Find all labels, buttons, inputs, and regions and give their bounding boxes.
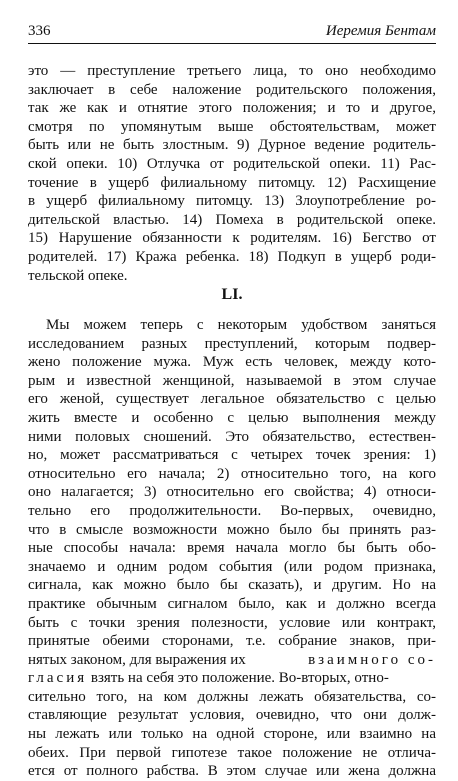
- text-line: ны лежать или только на одной стороне, или взаимно на: [28, 726, 436, 743]
- text-line: его женой, существует легальное обязательство с целью: [28, 391, 436, 408]
- text-line: ставляющие результат условия, очевидно, что они долж-: [28, 707, 436, 724]
- text-line: ской опеки. 10) Отлучка от родительской опеки. 11) Рас-: [28, 155, 436, 172]
- page-number: 336: [28, 23, 51, 39]
- text-line: точение в ущерб филиальному питомцу. 12) Расхищение: [28, 174, 436, 191]
- text-line-spaced: [28, 651, 436, 670]
- text-line: ные способы начала: время начала могло бы быть обо-: [28, 540, 436, 557]
- text-line: значаемо и одним родом события (или родом признака,: [28, 558, 436, 575]
- header-rule: [28, 43, 436, 44]
- text-line: быть с точки зрения полезности, условие или контракт,: [28, 614, 436, 631]
- text-line: ними половых сношений. Это обязательство, естествен-: [28, 428, 436, 445]
- spaced-emphasis: взаимного со-: [308, 651, 436, 668]
- text-line: обеих. При первой гипотезе такое положение не отлича-: [28, 744, 436, 761]
- paragraph-2: [28, 316, 436, 781]
- text-line-spaced: [28, 669, 436, 688]
- line-segment: взять на себя это положение. Во-вторых, отно-: [87, 670, 389, 687]
- text-line: это — преступление третьего лица, то оно необходимо: [28, 63, 436, 79]
- text-line: жено положение мужа. Муж есть человек, между кото-: [28, 354, 436, 371]
- text-line: практике обычным сигналом было, как и должно всегда: [28, 595, 436, 612]
- text-line: относительно его начала; 2) относительно того, на кого: [28, 465, 436, 482]
- text-line: оно налагается; 3) относительно его свойства; 4) относи-: [28, 484, 436, 501]
- text-line: сительно того, на ком должны лежать обязательства, со-: [28, 688, 436, 705]
- text-line: так же как и отнятие этого положения; и то и другое,: [28, 100, 436, 117]
- text-line: исследованием разных преступлений, которым подвер-: [28, 335, 436, 352]
- spaced-emphasis: гласия: [28, 670, 88, 687]
- text-line: сигнала, как можно было бы сказать), и другим. Но на: [28, 577, 436, 594]
- text-line: смотря по упомянутым выше обстоятельствам, может: [28, 118, 436, 135]
- text-line: что в смысле возможности можно было бы принять раз-: [28, 521, 436, 538]
- text-line: 15) Нарушение обязанности к родителям. 16) Бегство от: [28, 230, 436, 247]
- line-segment: нятых законом, для выражения их: [28, 651, 246, 668]
- text-line: заключает в себе наложение родительского положения,: [28, 81, 436, 98]
- text-line: тельской опеке.: [28, 267, 128, 284]
- paragraph-1: [28, 62, 436, 285]
- text-line: принятые обеими сторонами, т.е. собрание знаков, при-: [28, 633, 436, 650]
- running-head-author: Иеремия Бентам: [325, 23, 436, 39]
- section-heading: LI.: [221, 286, 243, 303]
- running-header: [28, 20, 436, 42]
- text-line: тельно его продолжительности. Во-первых, очевидно,: [28, 502, 436, 519]
- text-line: дительской властью. 14) Помеха в родительской опеке.: [28, 211, 436, 228]
- text-line: рым и известной женщиной, называемой в этом случае: [28, 372, 436, 389]
- text-line: ется от полного рабства. В этом случае или жена должна: [28, 763, 436, 780]
- text-line: быть или не быть злостным. 9) Дурное ведение родитель-: [28, 137, 436, 154]
- text-line: но, может рассматриваться с четырех точек зрения: 1): [28, 447, 436, 464]
- text-line: родителей. 17) Кража ребенка. 18) Подкуп в ущерб роди-: [28, 248, 436, 265]
- text-line: в ущерб филиальному питомцу. 13) Злоупотребление ро-: [28, 193, 436, 210]
- text-line: Мы можем теперь с некоторым удобством заняться: [46, 317, 436, 333]
- text-line: жить вместе и особенно с целью выполнения между: [28, 409, 436, 426]
